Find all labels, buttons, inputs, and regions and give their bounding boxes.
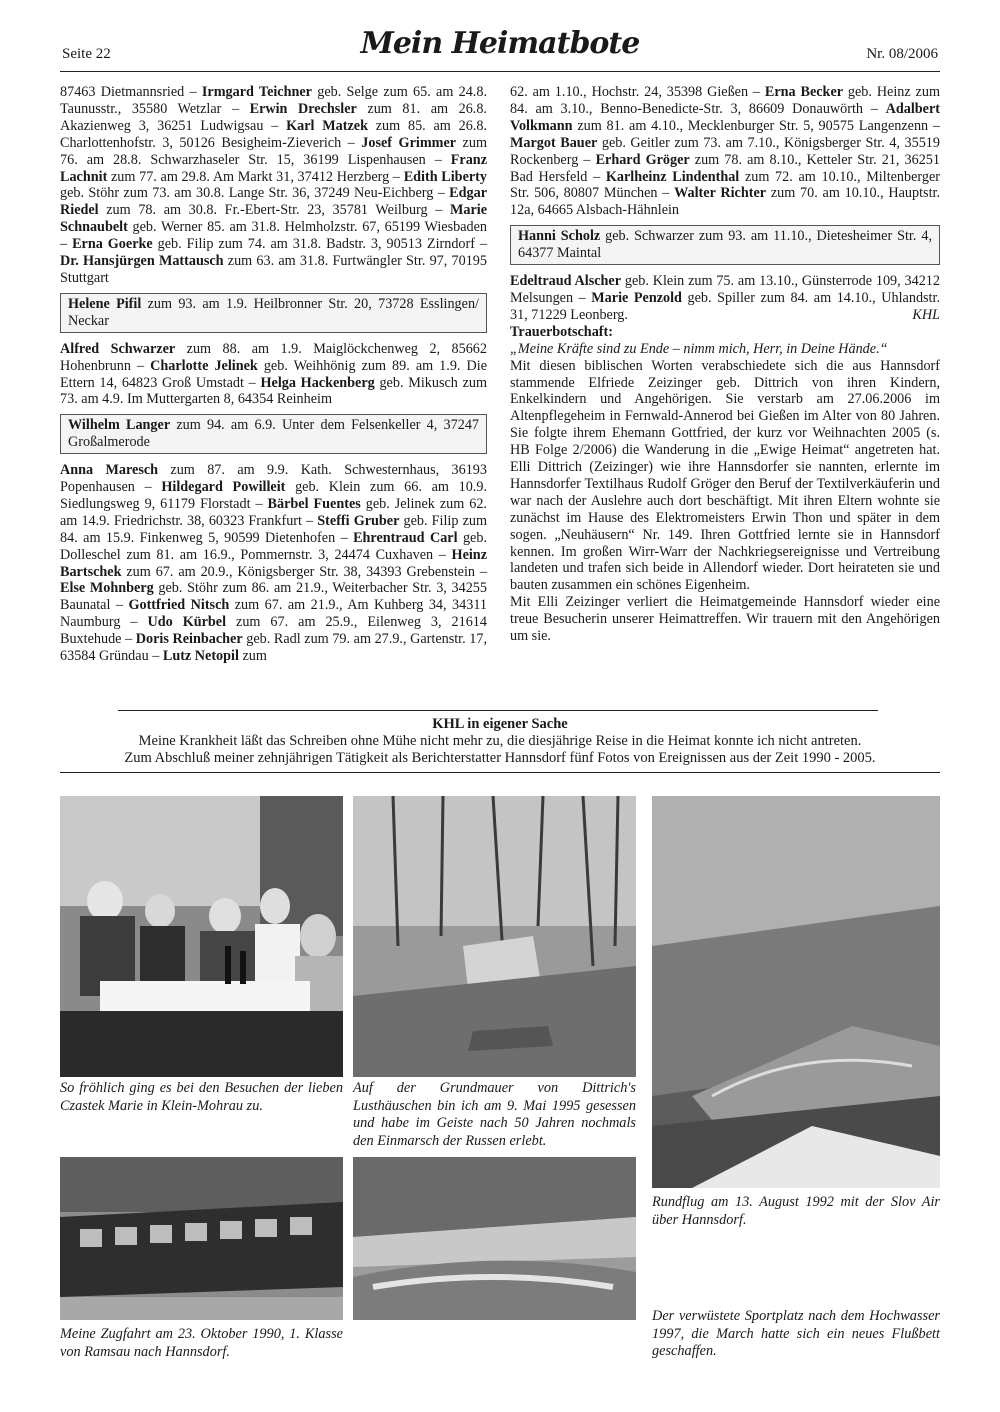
person-name: Edeltraud Alscher	[510, 273, 622, 290]
birthday-list-5	[510, 273, 940, 324]
person-name: Charlotte Jelinek	[150, 357, 258, 374]
caption-photo-flood: Der verwüstete Sportplatz nach dem Hochwasser 1997, die March hatte sich ein neues Flußbett geschaffen.	[652, 1308, 940, 1359]
birthday-list-3: Anna Maresch zum 87. am 9.9. Kath. Schwesternhaus, 36193 Popenhausen – Hildegard Powilleit geb. Klein zum 66. am 10.9. Siedlungsweg 9, 61179 Florstadt – Bärbel Fuentes geb. Jelinek zum 62. am 14.9. Friedrichstr. 38, 60323 Frankfurt – Steffi Gruber geb. Filip zum 84. am 15.9. Finkenweg 5, 90599 Dietenhofen – Ehrentraud Carl geb. Dolleschel zum 81. am 16.9., Pommernstr. 3, 24474 Cuxhaven – Heinz Bartschek zum 67. am 20.9., Königsberger Str. 38, 34393 Grebenstein – Else Mohnberg geb. Stöhr zum 86. am 21.9., Weiterbacher Str. 3, 34255 Baunatal – Gottfried Nitsch zum 67. am 21.9., Am Kuhberg 34, 34311 Naumburg – Udo Kürbel zum 67. am 25.9., Eilenweg 3, 21614 Buxtehude – Doris Reinbacher geb. Radl zum 79. am 27.9., Gartenstr. 17, 63584 Gründau – Lutz Netopil zum	[60, 462, 488, 665]
caption-photo-party: So fröhlich ging es bei den Besuchen der lieben Czastek Marie in Klein-Mohrau zu.	[60, 1080, 343, 1114]
issue-number: Nr. 08/2006	[866, 46, 938, 62]
person-name: Udo Kürbel	[147, 614, 227, 631]
person-name: Edith Liberty	[403, 168, 487, 185]
notice-rule-top	[118, 710, 878, 711]
notice-line-2: Zum Abschluß meiner zehnjährigen Tätigkeit als Berichterstatter Hannsdorf fünf Fotos von Ereignissen aus der Zeit 1990 - 2005.	[124, 750, 876, 766]
person-name: Helga Hackenberg	[260, 374, 375, 391]
person-name: Erwin Drechsler	[249, 100, 357, 117]
notice-title: KHL in eigener Sache	[432, 716, 568, 732]
birthday-list-1: 87463 Dietmannsried – Irmgard Teichner geb. Selge zum 65. am 24.8. Taunusstr., 35580 Wetzlar – Erwin Drechsler zum 81. am 26.8. Akazienweg 3, 36251 Ludwigsau – Karl Matzek zum 85. am 26.8. Charlottenhofstr. 3, 50126 Besigheim-Zieverich – Josef Grimmer zum 76. am 28.8. Schwarzhaseler Str. 15, 36199 Lispenhausen – Franz Lachnit zum 77. am 29.8. Am Markt 31, 37412 Herzberg – Edith Liberty geb. Stöhr zum 73. am 30.8. Lange Str. 36, 37249 Neu-Eichberg – Edgar Riedel zum 78. am 30.8. Fr.-Ebert-Str. 23, 35781 Weilburg – Marie Schnaubelt geb. Werner 85. am 31.8. Helmholzstr. 67, 65199 Wiesbaden – Erna Goerke geb. Filip zum 74. am 31.8. Badstr. 3, 90513 Zirndorf – Dr. Hansjürgen Mattausch zum 63. am 31.8. Furtwängler Str. 97, 70195 Stuttgart	[60, 84, 488, 286]
person-name: Heinz Bartschek	[60, 546, 487, 580]
person-name: Anna Maresch	[60, 462, 159, 479]
highlight-box-langer	[60, 414, 487, 454]
birthday-list-4: 62. am 1.10., Hochstr. 24, 35398 Gießen – Erna Becker geb. Heinz zum 84. am 3.10., Benno-Benedicte-Str. 3, 86609 Donauwörth – Adalbert Volkmann zum 81. am 4.10., Mecklenburger Str. 5, 90575 Langenzenn – Margot Bauer geb. Geitler zum 73. am 7.10., Königsberger Str. 4, 35519 Rockenberg – Erhard Gröger zum 78. am 8.10., Ketteler Str. 21, 36251 Bad Hersfeld – Karlheinz Lindenthal zum 72. am 10.10., Miltenberger Str. 506, 80807 München – Walter Richter zum 70. am 10.10., Hauptstr. 12a, 64665 Alsbach-Hähnlein	[510, 84, 941, 219]
photo-aerial-flight	[652, 796, 940, 1188]
author-sign: KHL	[912, 306, 940, 323]
masthead-title: Mein Heimatbote	[360, 26, 640, 61]
person-name: Marie Schnaubelt	[60, 202, 487, 236]
photo-party	[60, 796, 343, 1077]
obituary-quote: „Meine Kräfte sind zu Ende – nimm mich, Herr, in Deine Hände.“	[510, 340, 888, 357]
person-name: Doris Reinbacher	[135, 631, 243, 648]
person-name: Walter Richter	[674, 185, 767, 202]
person-name: Erna Goerke	[72, 236, 153, 253]
highlight-text: Hanni Scholz geb. Schwarzer zum 93. am 11.10., Dietesheimer Str. 4, 64377 Maintal	[518, 228, 932, 262]
caption-photo-train: Meine Zugfahrt am 23. Oktober 1990, 1. Klasse von Ramsau nach Hannsdorf.	[60, 1326, 343, 1360]
highlight-box-pifil	[60, 293, 487, 333]
photo-flood-field	[353, 1157, 636, 1320]
person-name: Erna Becker	[764, 84, 844, 100]
photo-foundation-wall	[353, 796, 636, 1077]
notice-rule-bottom	[60, 772, 940, 773]
person-name: Dr. Hansjürgen Mattausch	[60, 253, 224, 270]
obituary-title: Trauerbotschaft:	[510, 323, 613, 340]
person-name: Gottfried Nitsch	[128, 597, 230, 614]
person-name: Josef Grimmer	[361, 134, 457, 151]
person-name: Else Mohnberg	[60, 580, 154, 597]
person-name: Karl Matzek	[286, 117, 368, 134]
person-name: Steffi Gruber	[317, 512, 400, 529]
highlight-box-scholz	[510, 225, 940, 265]
caption-photo-foundation: Auf der Grundmauer von Dittrich's Lusthäuschen bin ich am 9. Mai 1995 gesessen und habe im Geiste nach 50 Jahren nochmals den Einmarsch der Russen erlebt.	[353, 1080, 636, 1149]
person-name: Erhard Gröger	[595, 151, 690, 168]
obituary-text-2: Mit Elli Zeizinger verliert die Heimatgemeinde Hannsdorf wieder eine treue Besucherin unserer Heimattreffen. Wir trauern mit den Angehörigen um sie.	[510, 594, 940, 645]
photo-train	[60, 1157, 343, 1320]
person-name: Irmgard Teichner	[201, 84, 312, 100]
person-name: Adalbert Volkmann	[510, 100, 940, 134]
person-name: Edgar Riedel	[60, 185, 487, 219]
person-name: Margot Bauer	[510, 134, 598, 151]
person-name: Hanni Scholz	[518, 228, 601, 245]
person-name: Hildegard Powilleit	[161, 479, 286, 496]
person-name: Wilhelm Langer	[68, 417, 171, 434]
person-name: Ehrentraud Carl	[353, 529, 458, 546]
person-name: Lutz Netopil	[162, 648, 239, 665]
person-name: Alfred Schwarzer	[60, 340, 176, 357]
birthday-list-5-text: Edeltraud Alscher geb. Klein zum 75. am 13.10., Günsterrode 109, 34212 Melsungen – Marie Penzold geb. Spiller zum 84. am 14.10., Uhlandstr. 31, 71229 Leonberg.	[510, 273, 940, 323]
notice-line-1: Meine Krankheit läßt das Schreiben ohne Mühe nicht mehr zu, die diesjährige Reise in die Heimat konnte ich nicht antreten.	[138, 733, 862, 749]
obituary-text: Mit diesen biblischen Worten verabschiedete sich die aus Hannsdorf stammende Elfriede Zeizinger geb. Dittrich von ihren Kindern, Enkelkindern und Angehörigen. Sie verstarb am 27.06.2006 im Altenpflegeheim in Fernwald-Annerod bei Gießen im Alter von 80 Jahren. Sie folgte ihrem Ehemann Gottfried, der kurz vor Weihnachten 2005 (s. HB Folge 2/2006) die Wanderung in die „Ewige Heimat“ angetreten hat. Elli Dittrich (Zeizinger) wie ihre Hannsdorfer sie nannten, erlernte im Hannsdorfer Textilhaus Rudolf Gröger den Beruf der Textilverkäuferin und war nach der Auslehre auch dort beschäftigt. Mit ihren Eltern wohnte sie zunächst im Hause des Elektromeisters Erwin Thon und später in dem sogen. „Neuhäusern“ Nr. 149. Ihren Gottfried lernte sie in Hannsdorf kennen. Im großen Wirr-Warr der Nachkriegsereignisse und Vertreibung landeten und trafen sich beide in Allendorf wieder. Dort heirateten sie und bauten zusammen ein schönes Eigenheim.	[510, 357, 940, 594]
person-name: Franz Lachnit	[60, 151, 487, 185]
person-name: Marie Penzold	[591, 289, 682, 306]
left-column	[60, 84, 487, 665]
person-name: Bärbel Fuentes	[267, 495, 361, 512]
page-number: Seite 22	[62, 46, 111, 62]
person-name: Karlheinz Lindenthal	[605, 168, 740, 185]
highlight-text: Wilhelm Langer zum 94. am 6.9. Unter dem Felsenkeller 4, 37247 Großalmerode	[68, 417, 480, 451]
right-column	[510, 84, 940, 645]
notice-block	[60, 716, 940, 767]
highlight-text: Helene Pifil zum 93. am 1.9. Heilbronner Str. 20, 73728 Esslingen/ Neckar	[68, 295, 479, 329]
header-rule	[60, 71, 940, 72]
caption-photo-aerial: Rundflug am 13. August 1992 mit der Slov Air über Hannsdorf.	[652, 1194, 940, 1228]
birthday-list-2: Alfred Schwarzer zum 88. am 1.9. Maiglöckchenweg 2, 85662 Hohenbrunn – Charlotte Jelinek geb. Weihhönig zum 89. am 1.9. Die Ettern 14, 64823 Groß Umstadt – Helga Hackenberg geb. Mikusch zum 73. am 4.9. Im Muttergarten 8, 64354 Reinheim	[60, 340, 488, 408]
person-name: Helene Pifil	[68, 295, 142, 312]
